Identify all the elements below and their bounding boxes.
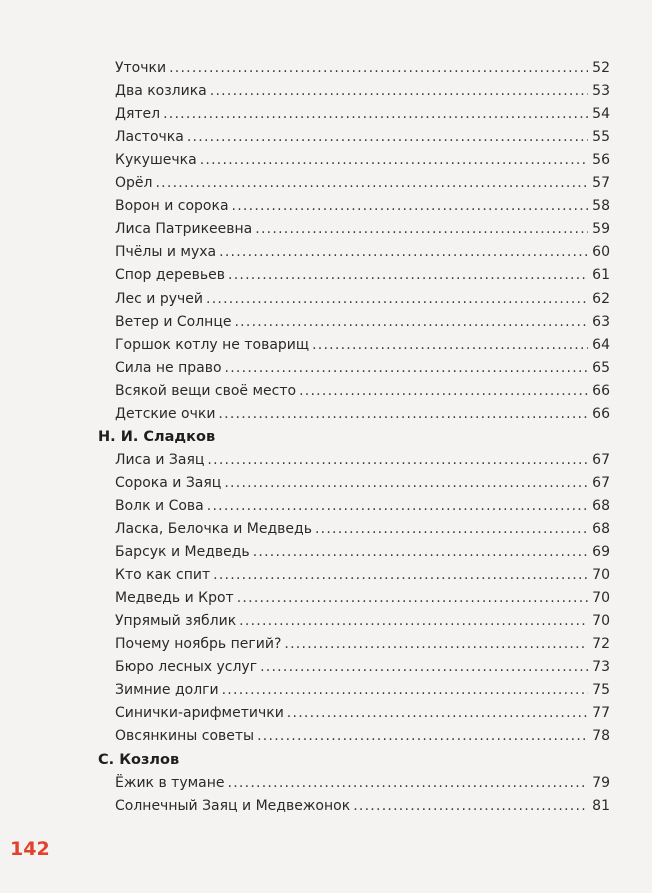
entry-title: Лиса Патрикеевна <box>115 221 253 238</box>
dot-leader <box>353 795 588 817</box>
entry-page-number: 53 <box>592 83 610 100</box>
dot-leader <box>163 103 588 125</box>
toc-entry[interactable] <box>115 564 610 586</box>
dot-leader <box>287 702 588 724</box>
dot-leader <box>253 541 588 563</box>
entry-title: Орёл <box>115 175 153 192</box>
dot-leader <box>169 57 588 79</box>
dot-leader <box>239 610 588 632</box>
entry-page-number: 78 <box>592 728 610 745</box>
toc-entry[interactable] <box>115 149 610 171</box>
toc-entry[interactable] <box>115 357 610 379</box>
toc-entry[interactable] <box>115 702 610 724</box>
entry-page-number: 75 <box>592 682 610 699</box>
toc-entry[interactable] <box>115 218 610 240</box>
dot-leader <box>213 564 588 586</box>
dot-leader <box>207 449 588 471</box>
entry-title: Всякой вещи своё место <box>115 382 297 399</box>
entry-title: Сила не право <box>115 359 222 376</box>
dot-leader <box>315 518 588 540</box>
entry-title: Почему ноябрь пегий? <box>115 636 282 653</box>
entry-page-number: 55 <box>592 129 610 146</box>
dot-leader <box>155 172 588 194</box>
toc-entry[interactable] <box>115 57 610 79</box>
entry-page-number: 54 <box>592 106 610 123</box>
entry-title: Пчёлы и муха <box>115 244 217 261</box>
entry-page-number: 66 <box>592 382 610 399</box>
entry-page-number: 77 <box>592 705 610 722</box>
dot-leader <box>260 656 588 678</box>
entry-title: Медведь и Крот <box>115 590 234 607</box>
dot-leader <box>228 264 588 286</box>
entry-page-number: 70 <box>592 613 610 630</box>
dot-leader <box>218 403 588 425</box>
toc-entry[interactable] <box>115 172 610 194</box>
entry-title: Овсянкины советы <box>115 728 255 745</box>
entry-title: Детские очки <box>115 405 216 422</box>
dot-leader <box>225 357 588 379</box>
dot-leader <box>187 126 588 148</box>
page-number: 142 <box>10 838 50 860</box>
entry-title: Барсук и Медведь <box>115 544 250 561</box>
toc-entry[interactable] <box>115 380 610 402</box>
entry-page-number: 61 <box>592 267 610 284</box>
dot-leader <box>222 679 588 701</box>
toc-entry[interactable] <box>115 518 610 540</box>
section-author: Н. И. Сладков <box>98 428 216 445</box>
entry-page-number: 56 <box>592 152 610 169</box>
entry-page-number: 70 <box>592 567 610 584</box>
entry-title: Ветер и Солнце <box>115 313 232 330</box>
toc-entry[interactable] <box>115 288 610 310</box>
toc-entry[interactable] <box>115 725 610 747</box>
entry-title: Волк и Сова <box>115 497 204 514</box>
toc-entry[interactable] <box>115 656 610 678</box>
dot-leader <box>200 149 588 171</box>
dot-leader <box>257 725 588 747</box>
dot-leader <box>299 380 588 402</box>
entry-title: Два козлика <box>115 83 207 100</box>
entry-title: Солнечный Заяц и Медвежонок <box>115 797 351 814</box>
entry-page-number: 69 <box>592 544 610 561</box>
entry-page-number: 60 <box>592 244 610 261</box>
toc-entry[interactable] <box>115 264 610 286</box>
entry-title: Упрямый зяблик <box>115 613 237 630</box>
toc-entry[interactable] <box>115 541 610 563</box>
dot-leader <box>232 195 588 217</box>
entry-page-number: 67 <box>592 474 610 491</box>
entry-title: Синички-арифметички <box>115 705 284 722</box>
toc-entry[interactable] <box>115 795 610 817</box>
dot-leader <box>234 311 588 333</box>
entry-title: Зимние долги <box>115 682 219 699</box>
entry-title: Ёжик в тумане <box>115 774 225 791</box>
entry-title: Сорока и Заяц <box>115 474 222 491</box>
entry-title: Кто как спит <box>115 567 211 584</box>
entry-page-number: 59 <box>592 221 610 238</box>
entry-page-number: 57 <box>592 175 610 192</box>
toc-entry[interactable] <box>115 679 610 701</box>
entry-page-number: 58 <box>592 198 610 215</box>
dot-leader <box>210 80 588 102</box>
entry-page-number: 72 <box>592 636 610 653</box>
dot-leader <box>284 633 588 655</box>
entry-title: Лиса и Заяц <box>115 451 205 468</box>
toc-entry[interactable] <box>115 403 610 425</box>
toc-entry[interactable] <box>115 195 610 217</box>
entry-page-number: 68 <box>592 521 610 537</box>
entry-page-number: 64 <box>592 336 610 353</box>
toc-entry[interactable] <box>115 772 610 794</box>
entry-page-number: 73 <box>592 659 610 676</box>
dot-leader <box>255 218 588 240</box>
entry-page-number: 67 <box>592 451 610 468</box>
toc-entry[interactable] <box>115 126 610 148</box>
entry-title: Кукушечка <box>115 152 197 169</box>
entry-title: Лес и ручей <box>115 290 203 307</box>
toc-entry[interactable] <box>115 103 610 125</box>
dot-leader <box>219 241 588 263</box>
toc-entry[interactable] <box>115 587 610 609</box>
entry-page-number: 62 <box>592 290 610 307</box>
entry-title: Дятел <box>115 106 161 123</box>
entry-title: Спор деревьев <box>115 267 225 284</box>
toc-entry[interactable] <box>115 311 610 333</box>
entry-page-number: 81 <box>592 797 610 814</box>
entry-title: Ласточка <box>115 129 184 146</box>
toc-entry[interactable] <box>115 495 610 517</box>
section-author: С. Козлов <box>98 751 180 768</box>
dot-leader <box>312 334 588 356</box>
entry-page-number: 52 <box>592 60 610 76</box>
dot-leader <box>207 495 588 517</box>
dot-leader <box>206 288 588 310</box>
entry-page-number: 79 <box>592 774 610 791</box>
toc-entry[interactable] <box>115 449 610 471</box>
entry-title: Горшок котлу не товарищ <box>115 336 310 353</box>
toc-entry[interactable] <box>115 334 610 356</box>
entry-page-number: 70 <box>592 590 610 607</box>
entry-page-number: 68 <box>592 497 610 514</box>
entry-title: Уточки <box>115 60 167 76</box>
dot-leader <box>228 772 588 794</box>
toc-entry[interactable] <box>115 241 610 263</box>
dot-leader <box>224 472 588 494</box>
toc-entry[interactable] <box>115 80 610 102</box>
entry-page-number: 66 <box>592 405 610 422</box>
entry-title: Бюро лесных услуг <box>115 659 258 676</box>
dot-leader <box>237 587 588 609</box>
entry-page-number: 65 <box>592 359 610 376</box>
entry-title: Ворон и сорока <box>115 198 229 215</box>
toc-entry[interactable] <box>115 610 610 632</box>
entry-page-number: 63 <box>592 313 610 330</box>
toc-entry[interactable] <box>115 472 610 494</box>
entry-title: Ласка, Белочка и Медведь <box>115 521 312 537</box>
toc-entry[interactable] <box>115 633 610 655</box>
